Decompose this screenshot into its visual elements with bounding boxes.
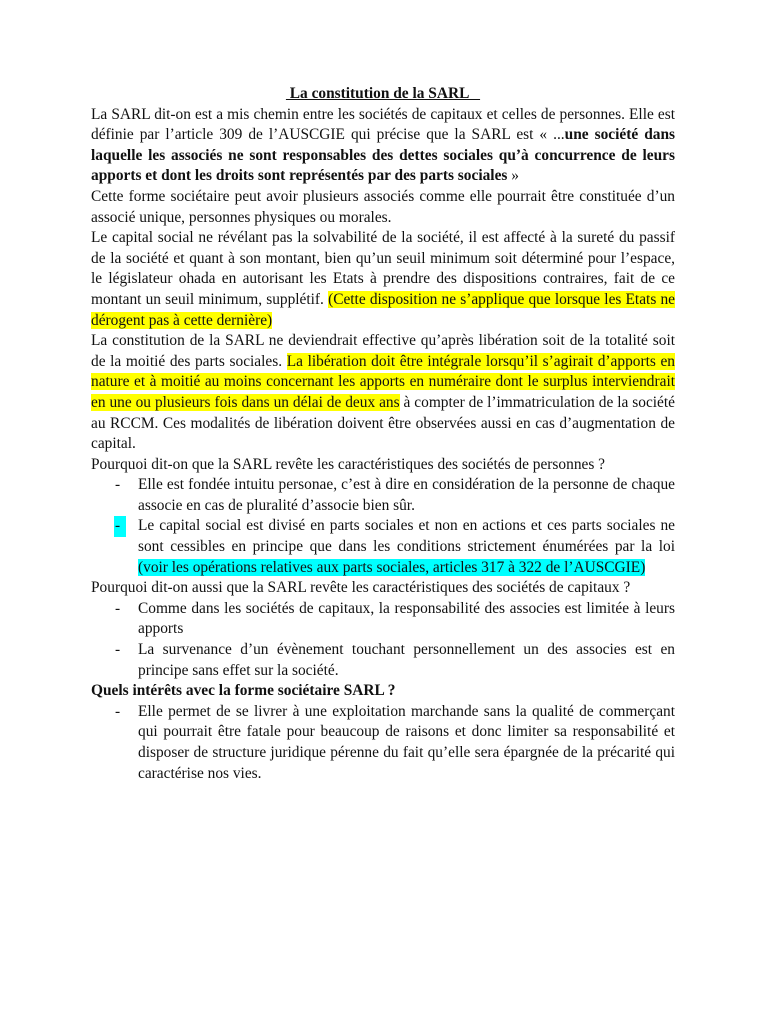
paragraph-associates: Cette forme sociétaire peut avoir plusieurs associés comme elle pourrait être constituée d’un associé unique, personnes physiques ou morales. <box>91 187 675 226</box>
list-interets <box>91 702 675 784</box>
list-capitaux <box>91 599 675 681</box>
constitution-tail: à compter de l’immatriculation de la société au RCCM. Ces modalités de libération doivent être observées aussi en cas d’augmentation de capital. <box>91 393 675 453</box>
question-capitaux: Pourquoi dit-on aussi que la SARL revête les caractéristiques des sociétés de capitaux ? <box>91 579 631 597</box>
list-item <box>91 640 675 681</box>
list-dash: - <box>115 599 121 617</box>
question-interets: Quels intérêts avec la forme sociétaire SARL ? <box>91 682 396 700</box>
list-personnes <box>91 475 675 578</box>
paragraph-definition <box>91 105 675 187</box>
definition-intro: La SARL dit-on est a mis chemin entre les sociétés de capitaux et celles de personnes. Elle est définie par l’article 309 de l’AUSCGIE qui précise que la SARL est « ... <box>91 105 675 144</box>
question-personnes: Pourquoi dit-on que la SARL revête les caractéristiques des sociétés de personnes ? <box>91 455 606 473</box>
capital-highlight: (Cette disposition ne s’applique que lorsque les Etats ne dérogent pas à cette dernière) <box>91 290 675 329</box>
list-item-highlight: (voir les opérations relatives aux parts sociales, articles 317 à 322 de l’AUSCGIE) <box>138 558 646 576</box>
document-page <box>91 84 675 784</box>
capital-text: Le capital social ne révélant pas la solvabilité de la société, il est affecté à la sureté du passif de la société et quant à son montant, bien qu’un seuil minimum soit déterminé pour l’espace, le législateur ohada en autorisant les Etats à prendre des dispositions contraires, fait de ce montant un seuil minimum, supplétif. <box>91 229 675 308</box>
list-dash: - <box>114 516 126 537</box>
list-item <box>91 702 675 784</box>
list-item <box>91 516 675 578</box>
list-item-text: La survenance d’un évènement touchant personnellement un des associes est en principe sans effet sur la société. <box>138 641 675 679</box>
definition-quote: une société dans laquelle les associés ne sont responsables des dettes sociales qu’à concurrence de leurs apports et dont les droits sont représentés par des parts sociales <box>91 126 675 185</box>
paragraph-capital <box>91 228 675 331</box>
list-item-text: Elle est fondée intuitu personae, c’est à dire en considération de la personne de chaque associe en cas de pluralité d’associe bien sûr. <box>138 476 675 514</box>
paragraph-constitution <box>91 331 675 455</box>
list-dash: - <box>115 476 121 494</box>
list-item <box>91 599 675 640</box>
list-dash: - <box>115 641 121 659</box>
list-item <box>91 475 675 516</box>
constitution-highlight: La libération doit être intégrale lorsqu’il s’agirait d’apports en nature et à moitié au moins concernant les apports en numéraire dont le surplus interviendrait en une ou plusieurs fois dans un délai de deux ans <box>91 352 676 411</box>
list-item-text: Le capital social est divisé en parts sociales et non en actions et ces parts sociales ne sont cessibles en principe que dans les conditions strictement énumérées par la loi <box>138 517 675 556</box>
list-dash: - <box>115 702 121 720</box>
list-item-text: Comme dans les sociétés de capitaux, la responsabilité des associes est limitée à leurs apports <box>138 599 675 638</box>
document-title: La constitution de la SARL <box>285 85 481 102</box>
definition-close: » <box>507 167 519 185</box>
list-item-text: Elle permet de se livrer à une exploitation marchande sans la qualité de commerçant qui pourrait être fatale pour beaucoup de raisons et donc limiter sa responsabilité et disposer de structure juridique pérenne du fait qu’elle sera épargnée de la précarité qui caractérise nos vies. <box>138 702 675 782</box>
constitution-text: La constitution de la SARL ne deviendrait effective qu’après libération soit de la totalité soit de la moitié des parts sociales. <box>91 332 675 370</box>
